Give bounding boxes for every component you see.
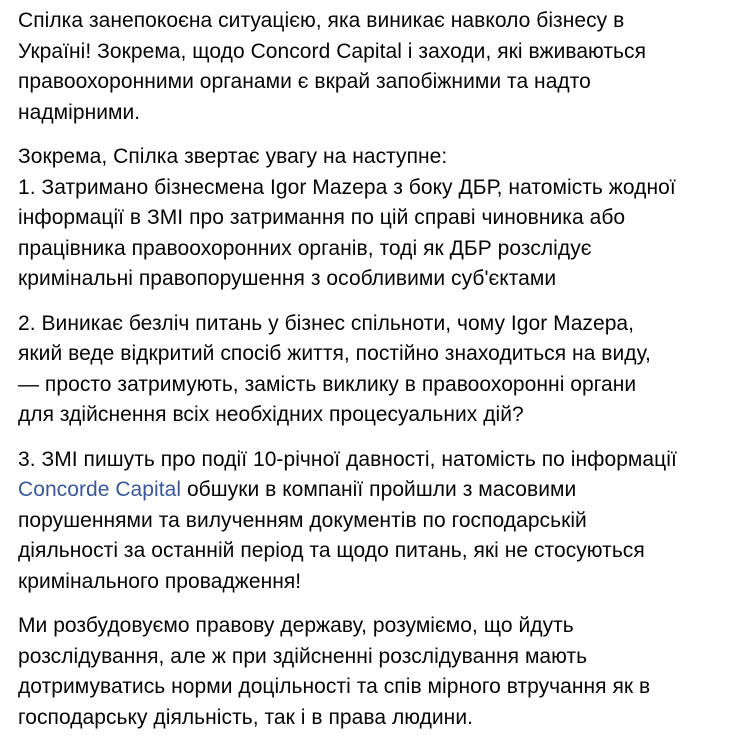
text-line: розслідування, але ж при здійсненні розслідування мають: [18, 644, 588, 668]
paragraph-conclusion: [18, 611, 730, 733]
text-line: надмірними.: [18, 100, 141, 124]
text-fragment: обшуки в компанії пройшли з масовими: [181, 478, 577, 501]
text-line: — просто затримують, замість виклику в правоохоронні органи: [18, 372, 637, 396]
post-text: [18, 6, 730, 747]
concorde-capital-link[interactable]: Concorde Capital: [18, 478, 182, 501]
text-line: працівника правоохоронних органів, тоді як ДБР розслідує: [18, 236, 592, 260]
text-line: дотримуватись норми доцільності та спів мірного втручання як в: [18, 675, 651, 698]
text-line: кримінального провадження!: [18, 569, 302, 593]
text-line: 2. Виникає безліч питань у бізнес спільноти, чому Igor Mazepa,: [18, 311, 635, 335]
text-line: правоохоронними органами є вкрай запобіжними та надто: [18, 70, 591, 93]
text-line: господарську діяльність, так і в права людини.: [18, 705, 473, 729]
paragraph-point-3: [18, 445, 730, 598]
paragraph-point-2: [18, 309, 730, 431]
text-line: Україні! Зокрема, щодо Concord Capital і заходи, які вживаються: [18, 39, 647, 63]
text-line: Спілка занепокоєна ситуацією, яка виникає навколо бізнесу в: [18, 9, 625, 32]
text-line: для здійснення всіх необхідних процесуальних дій?: [18, 403, 524, 426]
text-line: Ми розбудовуємо правову державу, розуміємо, що йдуть: [18, 614, 574, 637]
paragraph-concern: [18, 6, 730, 128]
text-line: порушеннями та вилученням документів по господарській: [18, 508, 587, 532]
paragraph-point-1: [18, 142, 730, 295]
text-line: кримінальні правопорушення з особливими суб'єктами: [18, 267, 557, 290]
text-line: Зокрема, Спілка звертає увагу на наступне:: [18, 145, 448, 168]
text-line: діяльності за останній період та щодо питань, які не стосуються: [18, 539, 645, 562]
text-line: [18, 475, 730, 506]
text-line: який веде відкритий спосіб життя, постійно знаходиться на виду,: [18, 342, 651, 365]
text-line: інформації в ЗМІ про затримання по цій справі чиновника або: [18, 206, 626, 229]
text-line: 1. Затримано бізнесмена Igor Mazepa з боку ДБР, натомість жодної: [18, 175, 676, 199]
text-line: 3. ЗМІ пишуть про події 10-річної давності, натомість по інформації: [18, 447, 677, 471]
